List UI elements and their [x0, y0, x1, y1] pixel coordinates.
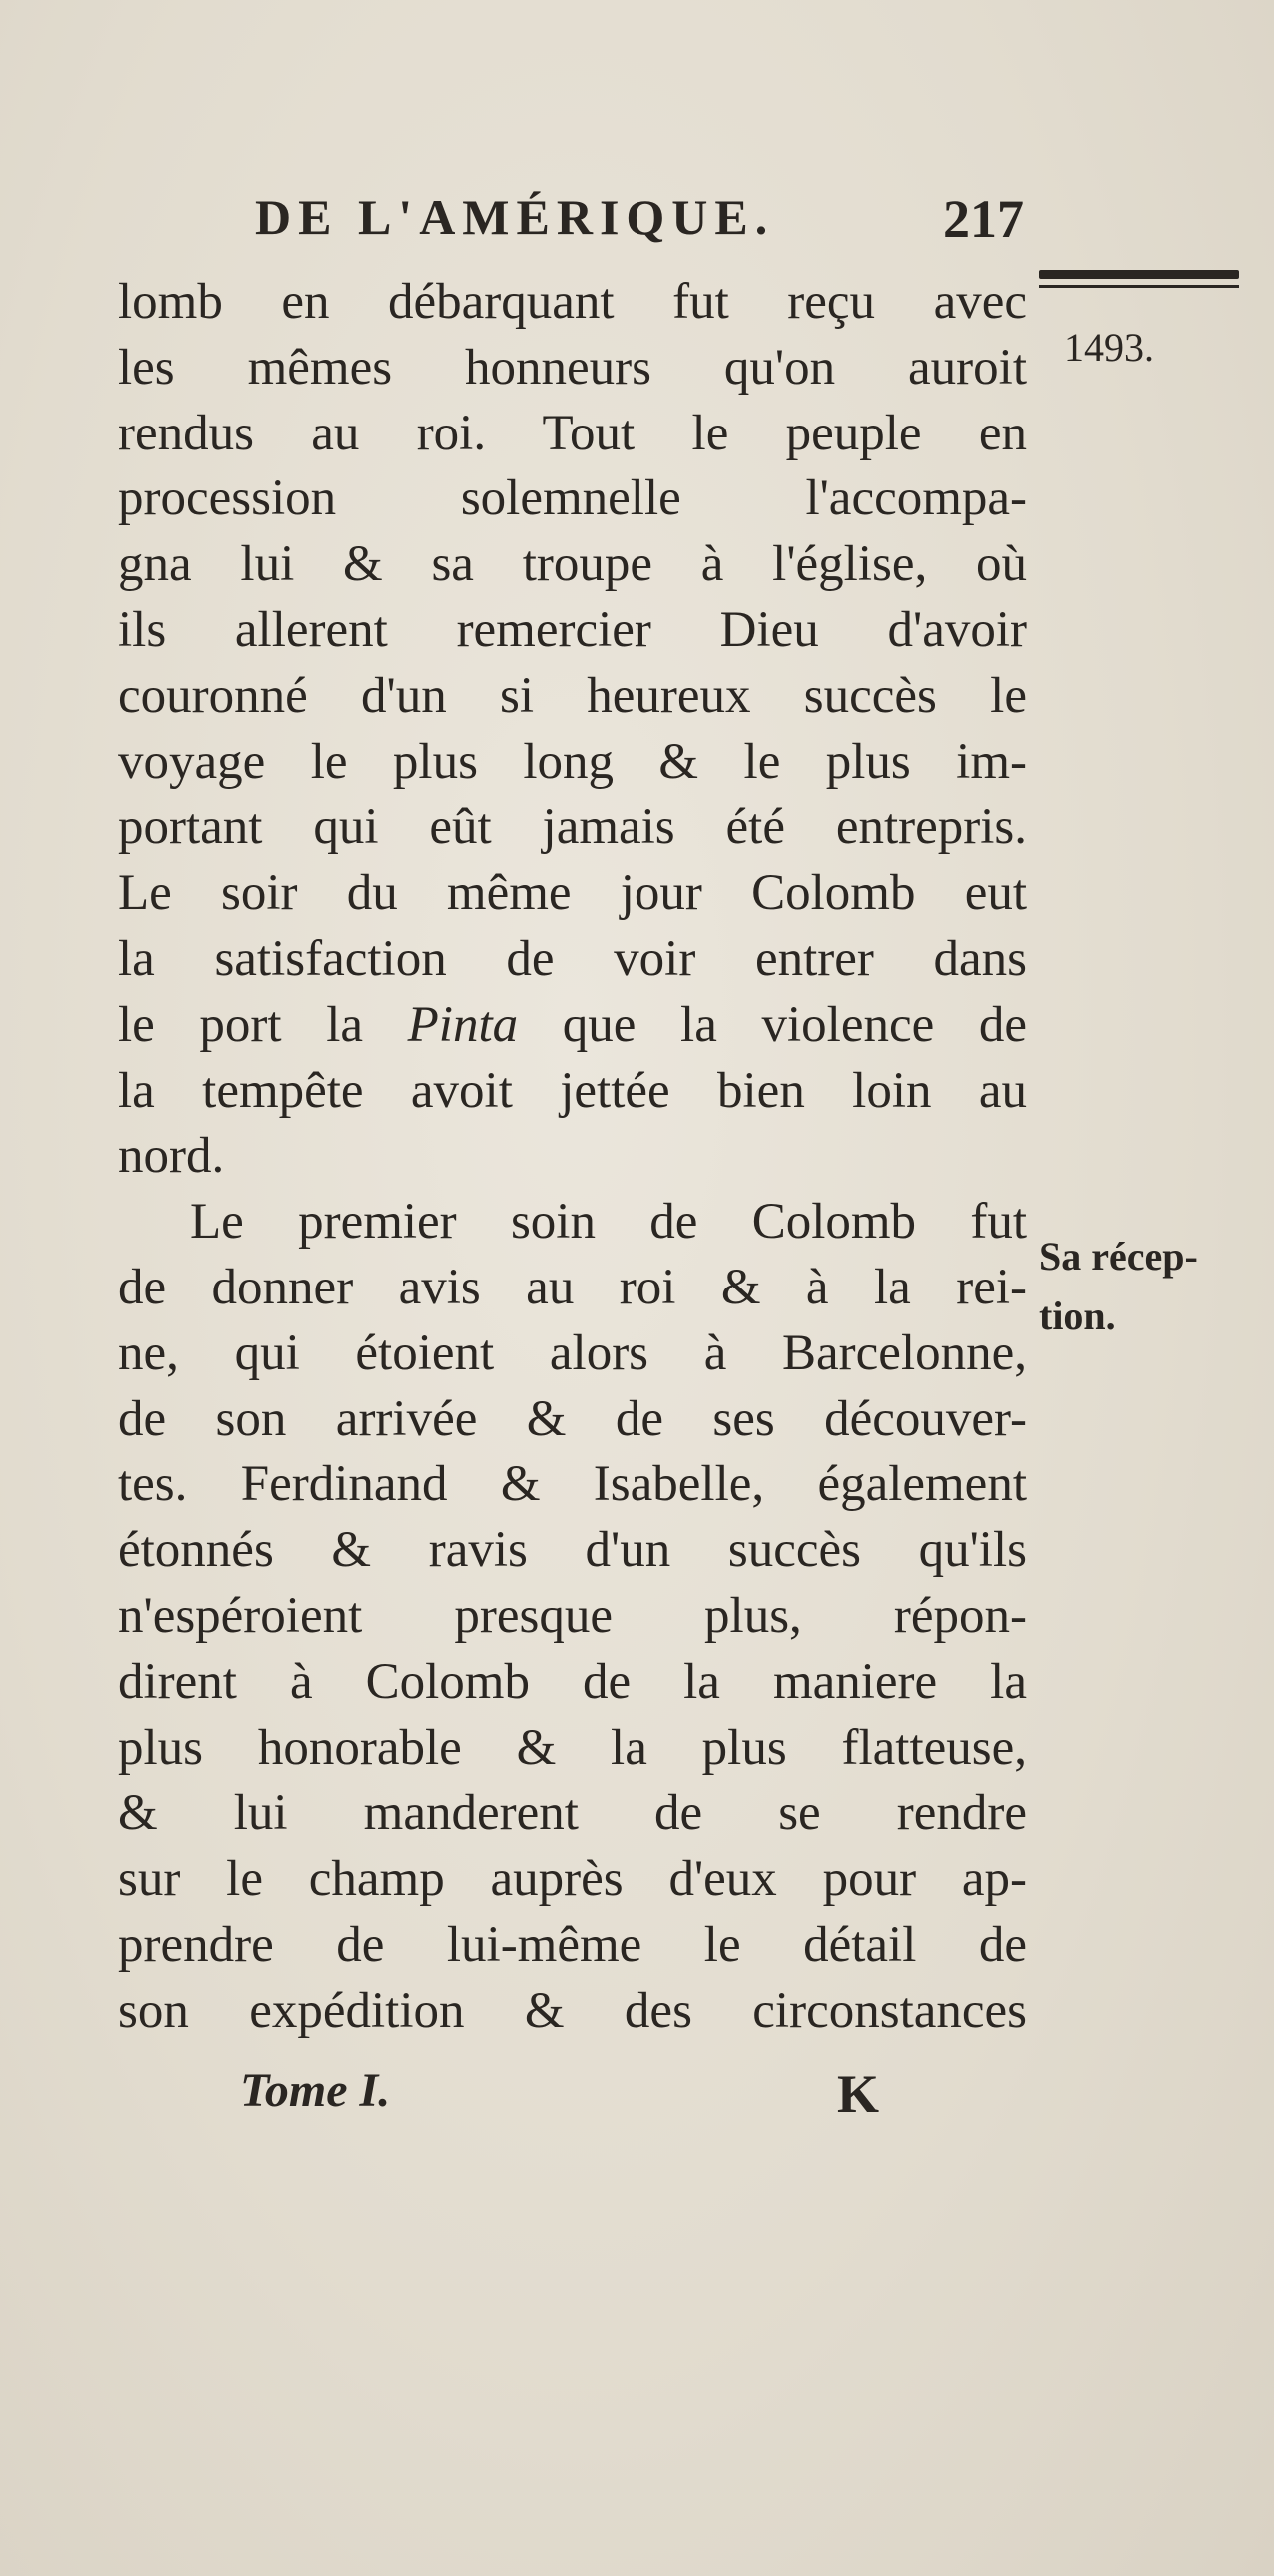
- page-number: 217: [943, 189, 1024, 249]
- text-line: son expédition & des circonstances: [118, 1982, 1027, 2039]
- text-line: nord.: [118, 1128, 225, 1185]
- text-line: ils allerent remercier Dieu d'avoir: [118, 601, 1027, 658]
- text-span: le port la: [118, 996, 408, 1053]
- text-line: sur le champ auprès d'eux pour ap-: [118, 1851, 1027, 1908]
- paragraph-2: [118, 1190, 1027, 2044]
- body-text: [118, 270, 1027, 2045]
- margin-note-year: 1493.: [1064, 325, 1154, 370]
- text-span: que la violence de: [518, 996, 1027, 1053]
- signature-mark: K: [836, 2064, 879, 2124]
- running-head: DE L'AMÉRIQUE.: [255, 189, 775, 245]
- text-line: dirent à Colomb de la maniere la: [118, 1653, 1027, 1710]
- text-line: & lui manderent de se rendre: [118, 1785, 1027, 1842]
- text-line: la satisfaction de voir entrer dans: [118, 930, 1027, 987]
- text-line: gna lui & sa troupe à l'église, où: [118, 536, 1027, 593]
- text-line: plus honorable & la plus flatteuse,: [118, 1719, 1027, 1776]
- text-line: étonnés & ravis d'un succès qu'ils: [118, 1522, 1027, 1579]
- text-line-with-italic: [118, 993, 1027, 1059]
- text-line: prendre de lui-même le détail de: [118, 1916, 1027, 1973]
- margin-note-reception-line1: Sa récep-: [1039, 1234, 1198, 1279]
- text-line: ne, qui étoient alors à Barcelonne,: [118, 1324, 1027, 1381]
- text-line: procession solemnelle l'accompa-: [118, 470, 1027, 527]
- text-line: de son arrivée & de ses découver-: [118, 1390, 1027, 1447]
- volume-label: Tome I.: [240, 2064, 391, 2117]
- text-line: couronné d'un si heureux succès le: [118, 667, 1027, 724]
- ship-name-italic: Pinta: [407, 996, 519, 1053]
- margin-rule-thick: [1039, 270, 1239, 279]
- text-line: Le premier soin de Colomb fut: [190, 1194, 1027, 1251]
- text-line: de donner avis au roi & à la rei-: [118, 1259, 1027, 1315]
- text-line: n'espéroient presque plus, répon-: [118, 1587, 1027, 1644]
- page-header: [255, 188, 1024, 260]
- text-line: Le soir du même jour Colomb eut: [118, 865, 1027, 922]
- text-line: rendus au roi. Tout le peuple en: [118, 405, 1027, 461]
- margin-note-reception-line2: tion.: [1039, 1293, 1116, 1338]
- text-line: les mêmes honneurs qu'on auroit: [118, 339, 1027, 396]
- text-line: la tempête avoit jettée bien loin au: [118, 1062, 1027, 1119]
- text-line: portant qui eût jamais été entrepris.: [118, 799, 1027, 856]
- margin-rule-thin: [1039, 285, 1239, 288]
- paragraph-1: [118, 270, 1027, 1190]
- page-footer: [240, 2063, 879, 2143]
- margin-rule: [1039, 270, 1239, 296]
- text-line: voyage le plus long & le plus im-: [118, 733, 1027, 790]
- text-line: tes. Ferdinand & Isabelle, également: [118, 1456, 1027, 1513]
- text-line: lomb en débarquant fut reçu avec: [118, 274, 1027, 330]
- margin-note-reception: [1039, 1227, 1198, 1346]
